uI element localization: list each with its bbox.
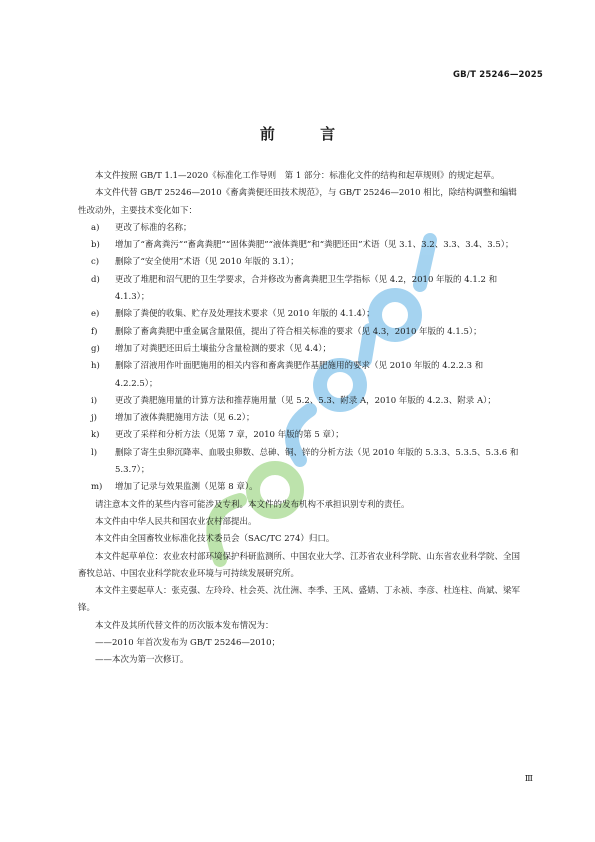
list-item-text: 增加了“畜禽粪污”“畜禽粪肥”“固体粪肥”“液体粪肥”和“粪肥还田”术语（见 3.1、3.2、3.3、3.4、3.5）； <box>115 240 514 251</box>
closing-paragraph: 本文件及其所代替文件的历次版本发布情况为： <box>95 620 274 631</box>
list-item <box>78 358 523 393</box>
closing-paragraph: 本文件由全国畜牧业标准化技术委员会（SAC/TC 274）归口。 <box>95 534 335 545</box>
list-item <box>78 479 523 496</box>
list-item-label: l) <box>91 447 98 458</box>
list-item-text: 更改了粪肥施用量的计算方法和推荐施用量（见 5.2、5.3、附录 A，2010 年版的 4.2.3、附录 A）； <box>115 395 496 406</box>
closing-paragraph: 本文件由中华人民共和国农业农村部提出。 <box>95 516 257 527</box>
list-item <box>78 341 523 358</box>
list-item-label: a) <box>91 222 100 233</box>
page-title: 前 言 <box>259 125 356 143</box>
list-item-label: k) <box>91 430 100 441</box>
list-item-label: f) <box>91 326 98 337</box>
list-item-text: 删除了寄生虫卵沉降率、血吸虫卵数、总砷、铜、锌的分析方法（见 2010 年版的 5.3.3、5.3.5、5.3.6 和 5.3.7）； <box>115 447 519 476</box>
standard-code: GB/T 25246—2025 <box>452 70 543 80</box>
list-item <box>78 410 523 427</box>
list-item-text: 增加了对粪肥还田后土壤盐分含量检测的要求（见 4.4）； <box>115 343 331 354</box>
list-item-text: 更改了标准的名称； <box>115 222 192 233</box>
closing-paragraph: 请注意本文件的某些内容可能涉及专利。本文件的发布机构不承担识别专利的责任。 <box>95 499 410 510</box>
list-item-label: c) <box>91 257 100 268</box>
list-item <box>78 237 523 254</box>
list-item-label: h) <box>91 361 100 372</box>
list-item <box>78 445 523 480</box>
change-list <box>78 220 523 497</box>
list-item-text: 删除了沼液用作叶面肥施用的相关内容和畜禽粪肥作基肥施用的要求（见 2010 年版的 4.2.2.3 和 4.2.2.5）； <box>115 361 484 389</box>
list-item-text: 更改了堆肥和沼气肥的卫生学要求，合并修改为畜禽粪肥卫生学指标（见 4.2，2010 年版的 4.1.2 和 4.1.3）； <box>115 274 498 303</box>
list-item-text: 增加了液体粪肥施用方法（见 6.2）； <box>115 413 255 424</box>
intro-paragraph: 本文件代替 GB/T 25246—2010《畜禽粪便还田技术规范》，与 GB/T 25246—2010 相比，除结构调整和编辑性改动外，主要技术变化如下： <box>78 188 517 216</box>
list-item-text: 删除了畜禽粪肥中重金属含量限值，提出了符合相关标准的要求（见 4.3，2010 年版的 4.1.5）； <box>115 326 482 337</box>
list-item <box>78 427 523 444</box>
list-item-label: i) <box>91 395 98 406</box>
history-item: ——2010 年首次发布为 GB/T 25246—2010； <box>95 638 280 649</box>
list-item-text: 删除了“安全使用”术语（见 2010 年版的 3.1）； <box>115 257 299 268</box>
list-item <box>78 272 523 307</box>
list-item-text: 删除了粪便的收集、贮存及处理技术要求（见 2010 年版的 4.1.4）； <box>115 309 375 320</box>
closing-paragraph: 本文件主要起草人：张克强、左玲玲、杜会英、沈仕洲、李季、王风、盛婧、丁永祯、李彦、杜连柱、尚斌、梁军锋。 <box>78 586 521 614</box>
list-item <box>78 324 523 341</box>
list-item-label: b) <box>91 240 100 251</box>
list-item-text: 更改了采样和分析方法（见第 7 章，2010 年版的第 5 章）； <box>115 430 344 441</box>
list-item <box>78 254 523 271</box>
list-item-text: 增加了记录与效果监测（见第 8 章）。 <box>115 482 258 493</box>
closing-paragraph: 本文件起草单位：农业农村部环境保护科研监测所、中国农业大学、江苏省农业科学院、山东省农业科学院、全国畜牧总站、中国农业科学院农业环境与可持续发展研究所。 <box>78 551 521 579</box>
list-item-label: m) <box>91 482 103 493</box>
history-item: ——本次为第一次修订。 <box>95 655 189 666</box>
list-item <box>78 306 523 323</box>
list-item <box>78 393 523 410</box>
document-body <box>78 168 523 670</box>
list-item-label: d) <box>91 274 100 285</box>
list-item-label: e) <box>91 309 100 320</box>
page-number: Ⅲ <box>524 774 533 784</box>
intro-paragraph: 本文件按照 GB/T 1.1—2020《标准化工作导则 第 1 部分：标准化文件的结构和起草规则》的规定起草。 <box>95 171 500 181</box>
list-item-label: g) <box>91 343 100 354</box>
list-item-label: j) <box>91 413 97 424</box>
list-item <box>78 220 523 237</box>
